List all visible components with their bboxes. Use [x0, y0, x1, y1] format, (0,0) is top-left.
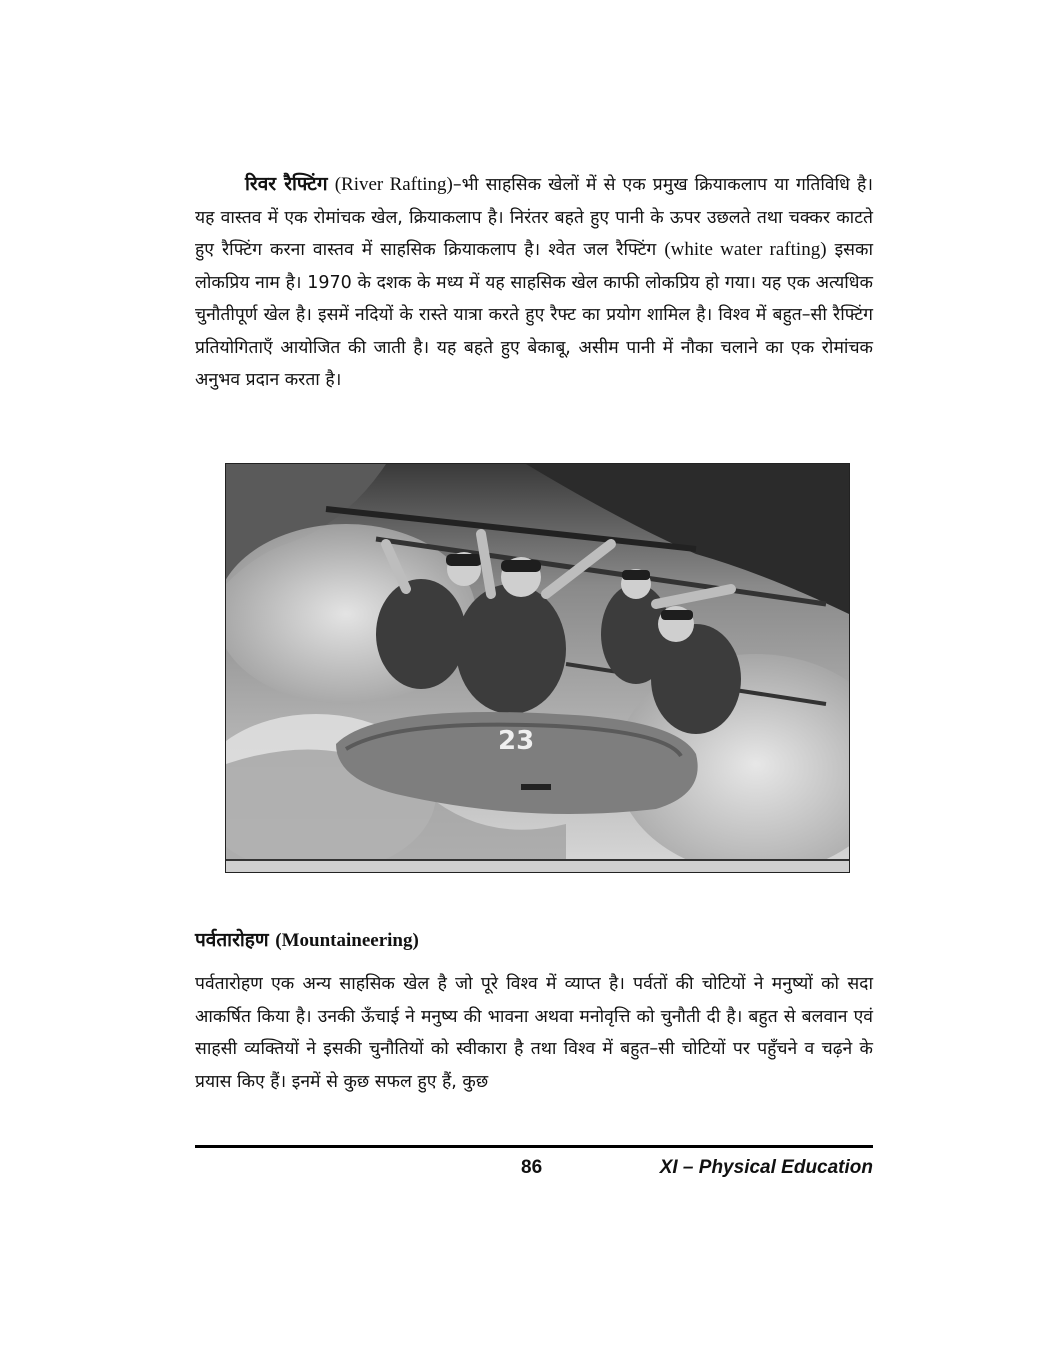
- rafting-text-1: –भी साहसिक खेलों में से एक प्रमुख क्रियाकलाप या गतिविधि है। यह वास्तव में एक रोमांचक खेल, क्रियाकलाप है। निरंतर बहते हुए पानी के ऊपर उछलते तथा चक्कर काटते हुए रैफ्टिंग करना वास्तव में साहसिक क्रियाकलाप है। श्वेत जल रैफ्टिंग: [195, 175, 873, 260]
- mountaineering-paragraph: पर्वतारोहण एक अन्य साहसिक खेल है जो पूरे विश्व में व्याप्त है। पर्वतों की चोटियों ने मनुष्यों को सदा आकर्षित किया है। उनकी ऊँचाई ने मनुष्य की भावना अथवा मनोवृत्ति को चुनौती दी है। बहुत से बलवान एवं साहसी व्यक्तियों ने इसकी चुनौतियों को स्वीकारा है तथा विश्व में बहुत–सी चोटियों पर पहुँचने व चढ़ने के प्रयास किए हैं। इनमें से कुछ सफल हुए हैं, कुछ: [195, 974, 873, 1092]
- page-number: 86: [521, 1157, 543, 1178]
- mountaineering-term-latin: (Mountaineering): [275, 930, 419, 951]
- footer-divider: [195, 1145, 873, 1148]
- mountaineering-heading: [195, 926, 419, 952]
- mountaineering-term: पर्वतारोहण: [195, 929, 269, 951]
- raft-number: 23: [498, 726, 535, 756]
- rafting-term-latin: (River Rafting): [334, 174, 453, 195]
- rafting-term: रिवर रैफ्टिंग: [245, 173, 328, 195]
- rafting-paragraph: [195, 168, 873, 397]
- river-rafting-photo: [225, 463, 850, 873]
- book-title: XI – Physical Education: [659, 1157, 873, 1178]
- white-water-rafting-latin: (white water rafting): [664, 239, 827, 260]
- rafting-text-2: इसका लोकप्रिय नाम है। 1970 के दशक के मध्य में यह साहसिक खेल काफी लोकप्रिय हो गया। यह एक अत्यधिक चुनौतीपूर्ण खेल है। इसमें नदियों के रास्ते यात्रा करते हुए रैफ्ट का प्रयोग शामिल है। विश्व में बहुत–सी रैफ्टिंग प्रतियोगिताएँ आयोजित की जाती है। यह बहते हुए बेकाबू, असीम पानी में नौका चलाने का एक रोमांचक अनुभव प्रदान करता है।: [195, 240, 873, 390]
